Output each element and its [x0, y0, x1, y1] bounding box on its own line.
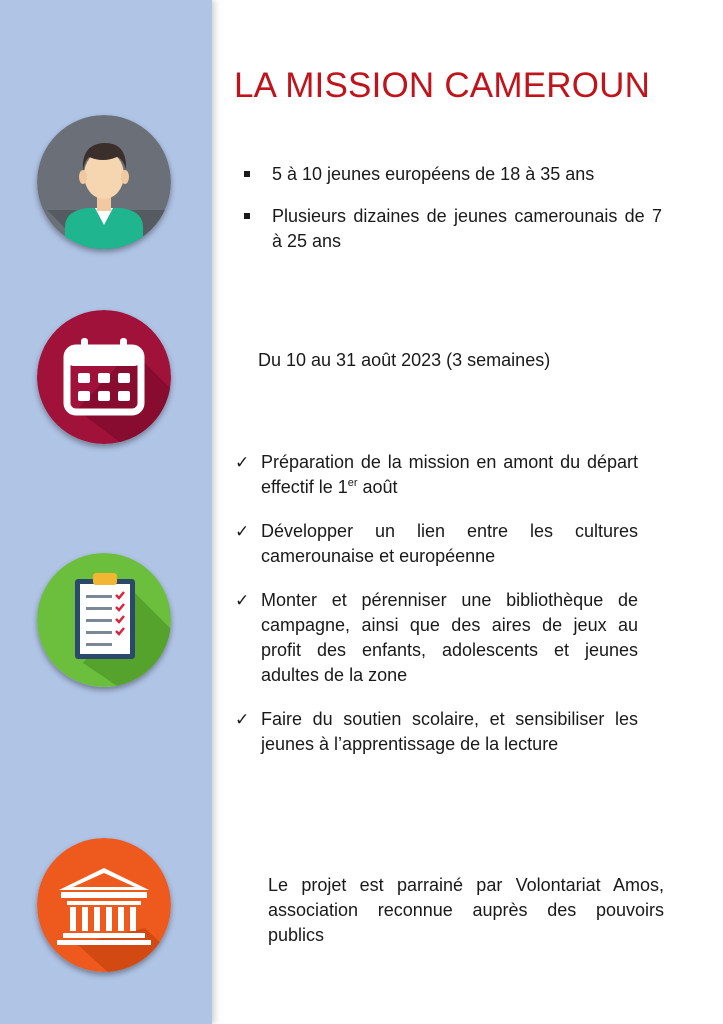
check-icon: ✓	[235, 710, 250, 729]
page-title: LA MISSION CAMEROUN	[234, 66, 651, 105]
person-icon	[37, 115, 171, 249]
check-icon: ✓	[235, 522, 250, 541]
participants-list	[242, 162, 662, 254]
calendar-icon	[37, 310, 171, 444]
list-item	[233, 519, 638, 569]
list-item	[233, 588, 638, 688]
list-item: Plusieurs dizaines de jeunes camerounais de 7 à 25 ans	[242, 204, 662, 254]
list-item	[233, 450, 638, 500]
building-icon	[37, 838, 171, 972]
sidebar	[0, 0, 212, 1024]
objective-text-end: août	[357, 477, 398, 497]
checklist-icon	[37, 553, 171, 687]
objective-text: Développer un lien entre les cultures camerounaise et européenne	[261, 521, 638, 566]
list-item: 5 à 10 jeunes européens de 18 à 35 ans	[242, 162, 662, 187]
sponsor-note: Le projet est parrainé par Volontariat Amos, association reconnue auprès des pouvoirs publics	[268, 875, 664, 945]
objective-text: Préparation de la mission en amont du départ effectif le 1	[261, 452, 638, 497]
objectives-list	[233, 450, 638, 757]
check-icon: ✓	[235, 453, 250, 472]
objective-text: Monter et pérenniser une bibliothèque de campagne, ainsi que des aires de jeux au profit des enfants, adolescents et jeunes adultes de la zone	[261, 590, 638, 685]
objective-text: Faire du soutien scolaire, et sensibiliser les jeunes à l’apprentissage de la lecture	[261, 709, 638, 754]
list-item	[233, 707, 638, 757]
ordinal-superscript: er	[347, 477, 358, 489]
mission-dates: Du 10 au 31 août 2023 (3 semaines)	[258, 350, 551, 370]
check-icon: ✓	[235, 591, 250, 610]
